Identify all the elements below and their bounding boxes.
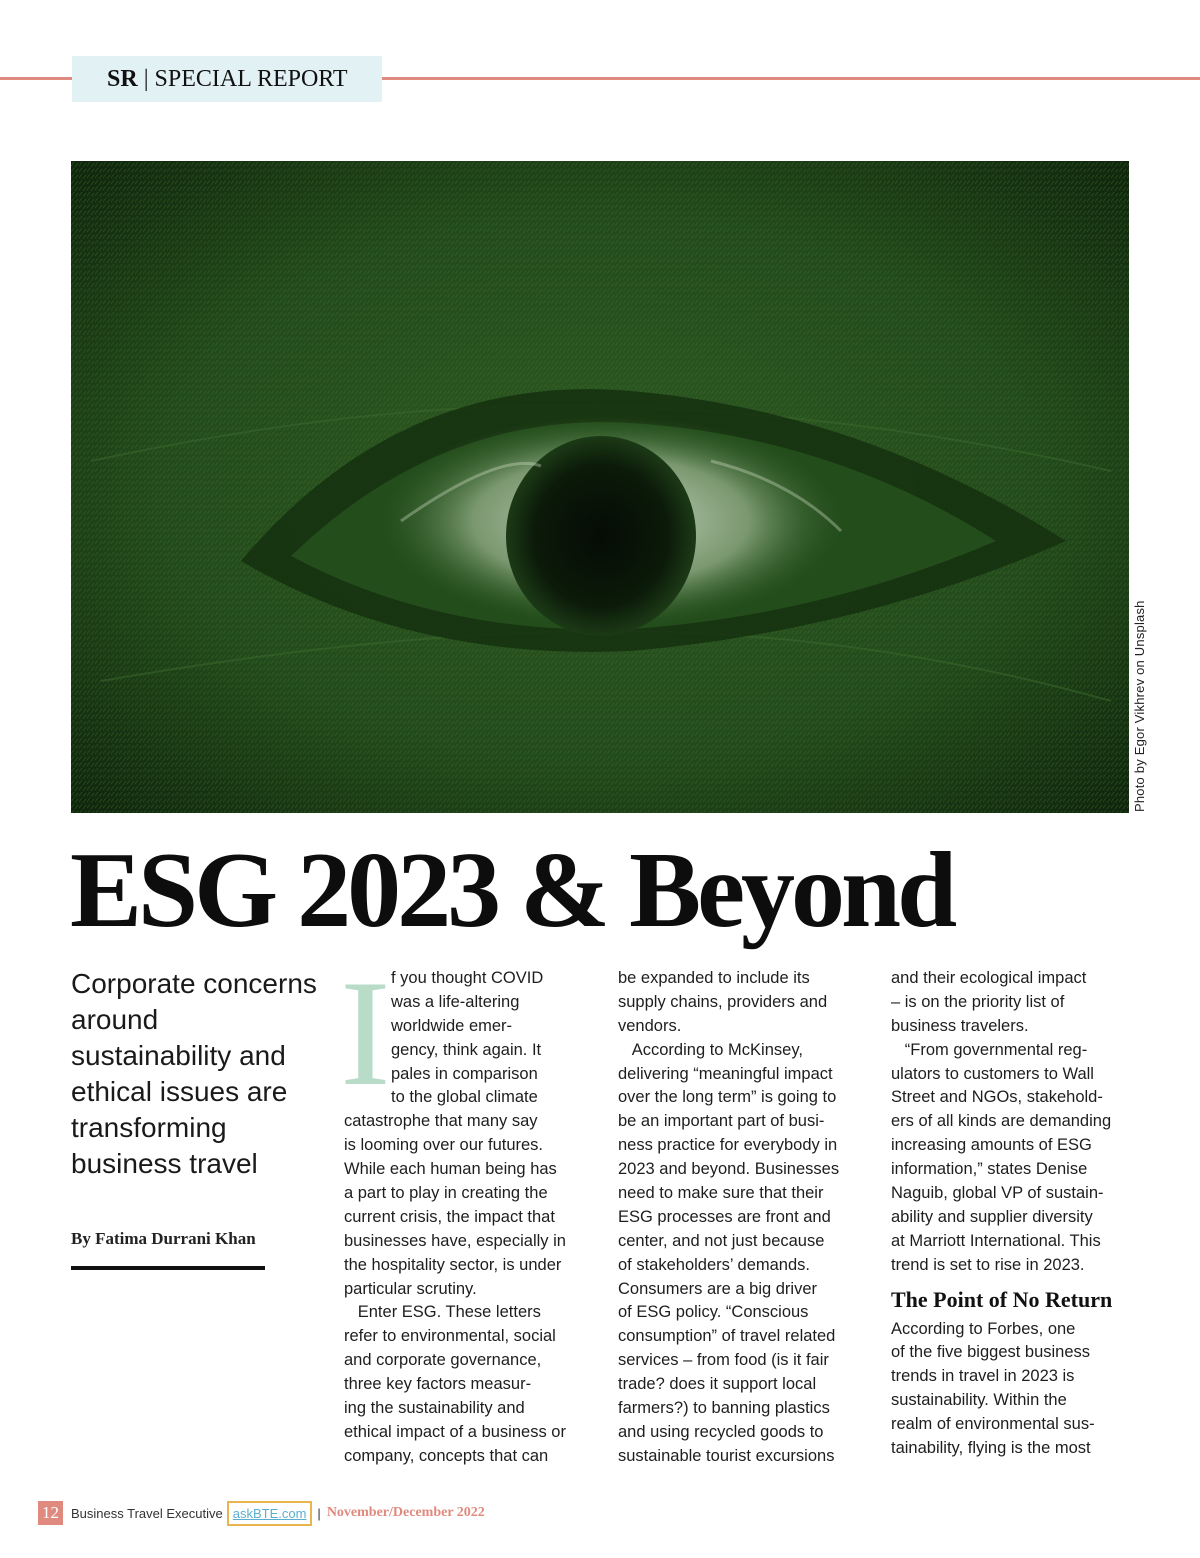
body-line: Enter ESG. These letters bbox=[344, 1303, 541, 1322]
body-line: ers of all kinds are demanding bbox=[891, 1112, 1112, 1131]
body-column-1 bbox=[344, 967, 596, 1469]
body-line: catastrophe that many say bbox=[344, 1112, 538, 1131]
body-line: 2023 and beyond. Businesses bbox=[618, 1160, 840, 1179]
issue-date: November/December 2022 bbox=[326, 1505, 485, 1520]
body-line: information,” states Denise bbox=[891, 1160, 1088, 1179]
body-line: sustainability. Within the bbox=[891, 1391, 1067, 1410]
body-column-3 bbox=[891, 967, 1143, 1461]
body-line: of the five biggest business bbox=[891, 1343, 1091, 1362]
body-line: consumption” of travel related bbox=[618, 1327, 836, 1346]
body-line: refer to environmental, social bbox=[344, 1327, 556, 1346]
publication-name: Business Travel Executive bbox=[71, 1505, 223, 1521]
body-line: ing the sustainability and bbox=[344, 1399, 525, 1418]
body-line: ulators to customers to Wall bbox=[891, 1064, 1094, 1083]
section-label bbox=[72, 56, 382, 102]
body-line: delivering “meaningful impact bbox=[618, 1064, 833, 1083]
body-line: and using recycled goods to bbox=[618, 1422, 824, 1441]
body-line: trend is set to rise in 2023. bbox=[891, 1255, 1085, 1274]
body-line: ESG processes are front and bbox=[618, 1207, 831, 1226]
body-line: – is on the priority list of bbox=[891, 992, 1065, 1011]
website-link[interactable]: askBTE.com bbox=[227, 1501, 313, 1526]
hero-image bbox=[71, 161, 1129, 813]
body-line: particular scrutiny. bbox=[344, 1279, 477, 1298]
body-line: “From governmental reg- bbox=[891, 1040, 1088, 1059]
body-line: current crisis, the impact that bbox=[344, 1207, 555, 1226]
body-line: ness practice for everybody in bbox=[618, 1136, 838, 1155]
body-line: pales in comparison bbox=[391, 1064, 538, 1083]
body-line: Street and NGOs, stakehold- bbox=[891, 1088, 1103, 1107]
body-line: businesses have, especially in bbox=[344, 1231, 566, 1250]
body-line: is looming over our futures. bbox=[344, 1136, 544, 1155]
body-line: f you thought COVID bbox=[391, 969, 544, 987]
body-line: While each human being has bbox=[344, 1160, 557, 1179]
deck: Corporate concerns around sustainability and ethical issues are transforming business travel bbox=[71, 968, 317, 1179]
body-line: to the global climate bbox=[391, 1088, 538, 1107]
body-line: three key factors measur- bbox=[344, 1375, 532, 1394]
byline-rule bbox=[71, 1266, 265, 1270]
body-line: a part to play in creating the bbox=[344, 1184, 548, 1203]
body-line: services – from food (is it fair bbox=[618, 1351, 829, 1370]
header-rule-right bbox=[382, 77, 1200, 80]
body-line: and their ecological impact bbox=[891, 969, 1087, 987]
page-number: 12 bbox=[38, 1501, 63, 1525]
section-abbr: SR bbox=[107, 65, 138, 92]
body-line: supply chains, providers and bbox=[618, 992, 828, 1011]
body-line: and corporate governance, bbox=[344, 1351, 542, 1370]
body-line: farmers?) to banning plastics bbox=[618, 1399, 830, 1418]
body-line: realm of environmental sus- bbox=[891, 1415, 1095, 1434]
body-line: ability and supplier diversity bbox=[891, 1207, 1093, 1226]
section-separator: | bbox=[143, 65, 149, 92]
body-line: Naguib, global VP of sustain- bbox=[891, 1184, 1104, 1203]
body-line: need to make sure that their bbox=[618, 1184, 824, 1203]
footer-separator: | bbox=[317, 1505, 321, 1521]
body-line: of ESG policy. “Conscious bbox=[618, 1303, 809, 1322]
photo-credit: Photo by Egor Vikhrev on Unsplash bbox=[1132, 600, 1147, 812]
body-line: Consumers are a big driver bbox=[618, 1279, 817, 1298]
body-line: be an important part of busi- bbox=[618, 1112, 825, 1131]
body-line: tainability, flying is the most bbox=[891, 1439, 1091, 1458]
body-line: ethical impact of a business or bbox=[344, 1422, 566, 1441]
body-line: According to Forbes, one bbox=[891, 1319, 1076, 1338]
drop-cap: I bbox=[340, 949, 391, 1117]
body-line: gency, think again. It bbox=[391, 1040, 542, 1059]
body-line: be expanded to include its bbox=[618, 969, 810, 987]
body-line: trade? does it support local bbox=[618, 1375, 817, 1394]
body-line: vendors. bbox=[618, 1016, 682, 1035]
body-line: at Marriott International. This bbox=[891, 1231, 1101, 1250]
body-line: over the long term” is going to bbox=[618, 1088, 837, 1107]
body-line: According to McKinsey, bbox=[618, 1040, 803, 1059]
body-line: increasing amounts of ESG bbox=[891, 1136, 1092, 1155]
subheading: The Point of No Return bbox=[891, 1286, 1113, 1312]
body-line: sustainable tourist excursions bbox=[618, 1446, 835, 1465]
body-column-2 bbox=[618, 967, 870, 1469]
body-line: center, and not just because bbox=[618, 1231, 825, 1250]
page-footer bbox=[38, 1500, 485, 1526]
body-line: business travelers. bbox=[891, 1016, 1029, 1035]
body-line: of stakeholders’ demands. bbox=[618, 1255, 810, 1274]
body-line: the hospitality sector, is under bbox=[344, 1255, 562, 1274]
body-line: was a life-altering bbox=[391, 992, 520, 1011]
section-name: SPECIAL REPORT bbox=[154, 65, 348, 92]
body-line: trends in travel in 2023 is bbox=[891, 1367, 1075, 1386]
body-line: company, concepts that can bbox=[344, 1446, 549, 1465]
body-line: worldwide emer- bbox=[391, 1016, 513, 1035]
header-rule-left bbox=[0, 77, 72, 80]
byline: By Fatima Durrani Khan bbox=[71, 1229, 256, 1248]
headline: ESG 2023 & Beyond bbox=[70, 831, 954, 950]
